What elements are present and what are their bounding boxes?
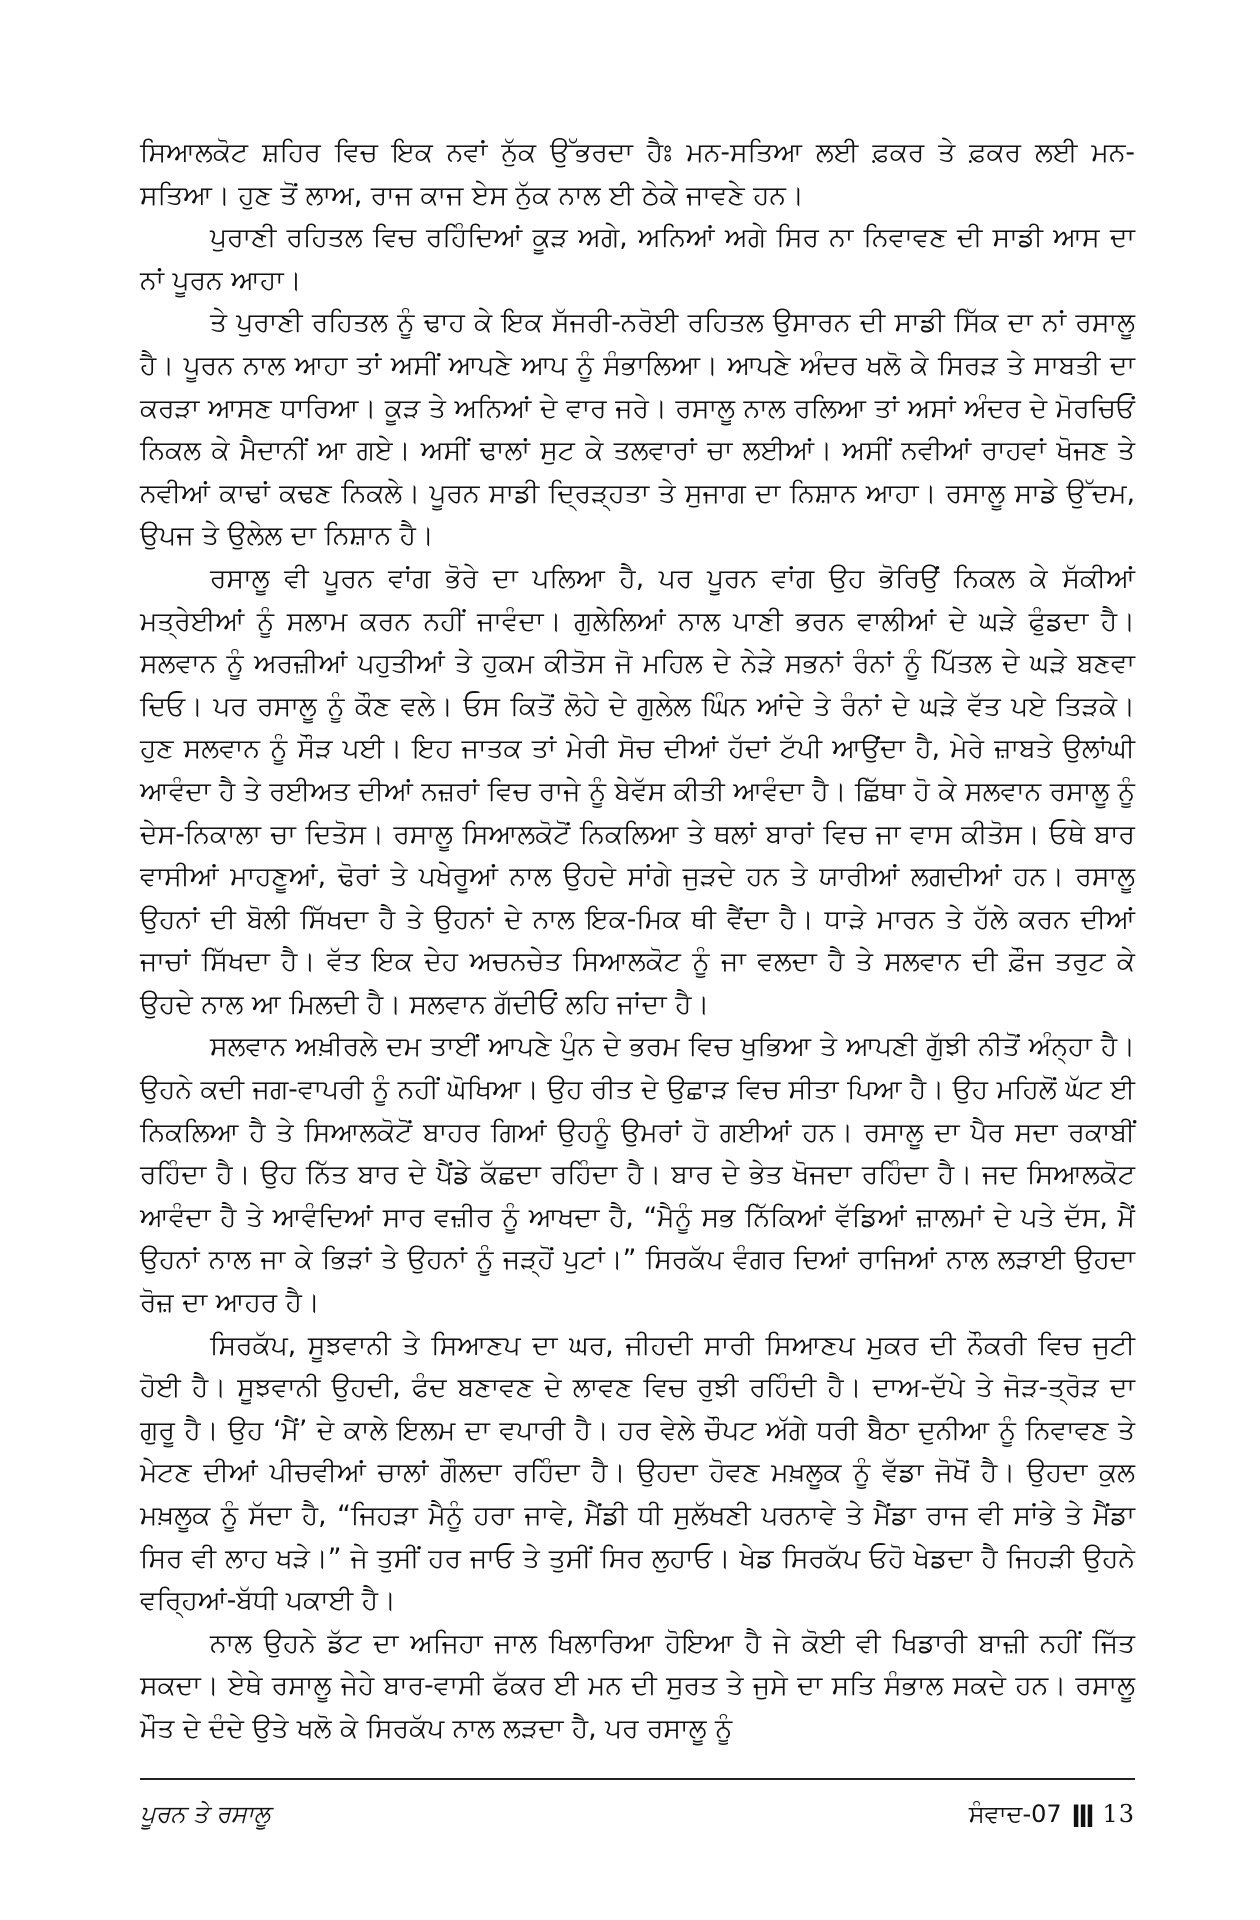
paragraph-2: ਪੁਰਾਣੀ ਰਹਿਤਲ ਵਿਚ ਰਹਿੰਦਿਆਂ ਕੂੜ ਅਗੇ, ਅਨਿਆਂ ਅਗੇ ਸਿਰ ਨਾ ਨਿਵਾਵਣ ਦੀ ਸਾਡੀ ਆਸ ਦਾ ਨਾਂ ਪੂਰਨ ਆਹਾ। (140, 222, 1135, 296)
footer-divider (140, 1778, 1135, 1780)
paragraph-5: ਸਲਵਾਨ ਅਖ਼ੀਰਲੇ ਦਮ ਤਾਈਂ ਆਪਣੇ ਪੁੰਨ ਦੇ ਭਰਮ ਵਿਚ ਖੁਭਿਆ ਤੇ ਆਪਣੀ ਗੁੱਝੀ ਨੀਤੋਂ ਅੰਨ੍ਹਾ ਹੈ। ਉਹਨੇ ਕਦੀ ਜਗ-ਵਾਪਰੀ ਨੂੰ ਨਹੀਂ ਘੋਖਿਆ। ਉਹ ਰੀਤ ਦੇ ਉਛਾੜ ਵਿਚ ਸੀਤਾ ਪਿਆ ਹੈ। ਉਹ ਮਹਿਲੋਂ ਘੱਟ ਈ ਨਿਕਲਿਆ ਹੈ ਤੇ ਸਿਆਲਕੋਟੋਂ ਬਾਹਰ ਗਿਆਂ ਉਹਨੂੰ ਉਮਰਾਂ ਹੋ ਗਈਆਂ ਹਨ। ਰਸਾਲੂ ਦਾ ਪੈਰ ਸਦਾ ਰਕਾਬੀਂ ਰਹਿੰਦਾ ਹੈ। ਉਹ ਨਿੱਤ ਬਾਰ ਦੇ ਪੈਂਡੇ ਕੱਛਦਾ ਰਹਿੰਦਾ ਹੈ। ਬਾਰ ਦੇ ਭੇਤ ਖੋਜਦਾ ਰਹਿੰਦਾ ਹੈ। ਜਦ ਸਿਆਲਕੋਟ ਆਵੰਦਾ ਹੈ ਤੇ ਆਵੰਦਿਆਂ ਸਾਰ ਵਜ਼ੀਰ ਨੂੰ ਆਖਦਾ ਹੈ, “ਮੈਨੂੰ ਸਭ ਨਿੱਕਿਆਂ ਵੱਡਿਆਂ ਜ਼ਾਲਮਾਂ ਦੇ ਪਤੇ ਦੱਸ, ਮੈਂ ਉਹਨਾਂ ਨਾਲ ਜਾ ਕੇ ਭਿੜਾਂ ਤੇ ਉਹਨਾਂ ਨੂੰ ਜੜ੍ਹੋਂ ਪੁਟਾਂ।” ਸਿਰਕੱਪ ਵੰਗਰ ਦਿਆਂ ਰਾਜਿਆਂ ਨਾਲ ਲੜਾਈ ਉਹਦਾ ਰੋਜ਼ ਦਾ ਆਹਰ ਹੈ। (140, 1031, 1135, 1319)
paragraph-7: ਨਾਲ ਉਹਨੇ ਡੱਟ ਦਾ ਅਜਿਹਾ ਜਾਲ ਖਿਲਾਰਿਆ ਹੋਇਆ ਹੈ ਜੇ ਕੋਈ ਵੀ ਖਿਡਾਰੀ ਬਾਜ਼ੀ ਨਹੀਂ ਜਿੱਤ ਸਕਦਾ। ਏਥੇ ਰਸਾਲੂ ਜੇਹੇ ਬਾਰ-ਵਾਸੀ ਫੱਕਰ ਈ ਮਨ ਦੀ ਸੁਰਤ ਤੇ ਜੁਸੇ ਦਾ ਸਤਿ ਸੰਭਾਲ ਸਕਦੇ ਹਨ। ਰਸਾਲੂ ਮੌਤ ਦੇ ਦੰਦੇ ਉਤੇ ਖਲੋ ਕੇ ਸਿਰਕੱਪ ਨਾਲ ਲੜਦਾ ਹੈ, ਪਰ ਰਸਾਲੂ ਨੂੰ (140, 1627, 1135, 1744)
footer-meta (969, 1800, 1135, 1828)
paragraph-6: ਸਿਰਕੱਪ, ਸੂਝਵਾਨੀ ਤੇ ਸਿਆਣਪ ਦਾ ਘਰ, ਜੀਹਦੀ ਸਾਰੀ ਸਿਆਣਪ ਮੁਕਰ ਦੀ ਨੌਕਰੀ ਵਿਚ ਜੁਟੀ ਹੋਈ ਹੈ। ਸੂਝਵਾਨੀ ਉਹਦੀ, ਫੰਦ ਬਣਾਵਣ ਦੇ ਲਾਵਣ ਵਿਚ ਰੁਝੀ ਰਹਿੰਦੀ ਹੈ। ਦਾਅ-ਦੱਪੇ ਤੇ ਜੋੜ-ਤ੍ਰੋੜ ਦਾ ਗੁਰੂ ਹੈ। ਉਹ ‘ਮੈਂ’ ਦੇ ਕਾਲੇ ਇਲਮ ਦਾ ਵਪਾਰੀ ਹੈ। ਹਰ ਵੇਲੇ ਚੌਪਟ ਅੱਗੇ ਧਰੀ ਬੈਠਾ ਦੁਨੀਆ ਨੂੰ ਨਿਵਾਵਣ ਤੇ ਮੇਟਣ ਦੀਆਂ ਪੀਚਵੀਆਂ ਚਾਲਾਂ ਗੌਲਦਾ ਰਹਿੰਦਾ ਹੈ। ਉਹਦਾ ਹੋਵਣ ਮਖ਼ਲੂਕ ਨੂੰ ਵੱਡਾ ਜੋਖੋਂ ਹੈ। ਉਹਦਾ ਕੁਲ ਮਖ਼ਲੂਕ ਨੂੰ ਸੱਦਾ ਹੈ, “ਜਿਹੜਾ ਮੈਨੂੰ ਹਰਾ ਜਾਵੇ, ਮੈਂਡੀ ਧੀ ਸੁਲੱਖਣੀ ਪਰਨਾਵੇ ਤੇ ਮੈਂਡਾ ਰਾਜ ਵੀ ਸਾਂਭੇ ਤੇ ਮੈਂਡਾ ਸਿਰ ਵੀ ਲਾਹ ਖੜੇ।” ਜੇ ਤੁਸੀਂ ਹਰ ਜਾਓ ਤੇ ਤੁਸੀਂ ਸਿਰ ਲੁਹਾਓ। ਖੇਡ ਸਿਰਕੱਪ ਓਹੋ ਖੇਡਦਾ ਹੈ ਜਿਹੜੀ ਉਹਨੇ ਵਰ੍ਹਿਆਂ-ਬੱਧੀ ਪਕਾਈ ਹੈ। (140, 1329, 1135, 1617)
issue-label: ਸੰਵਾਦ-07 (968, 1800, 1062, 1828)
page-footer (140, 1796, 1135, 1836)
body-text (140, 132, 1135, 1751)
running-title: ਪੂਰਨ ਤੇ ਰਸਾਲੂ (140, 1800, 270, 1828)
paragraph-1: ਸਿਆਲਕੋਟ ਸ਼ਹਿਰ ਵਿਚ ਇਕ ਨਵਾਂ ਨੁੱਕ ਉੱਭਰਦਾ ਹੈਃ ਮਨ-ਸਤਿਆ ਲਈ ਫ਼ਕਰ ਤੇ ਫ਼ਕਰ ਲਈ ਮਨ-ਸਤਿਆ। ਹੁਣ ਤੋਂ ਲਾਅ, ਰਾਜ ਕਾਜ ਏਸ ਨੁੱਕ ਨਾਲ ਈ ਠੇਕੇ ਜਾਵਣੇ ਹਨ। (140, 137, 1135, 211)
paragraph-3: ਤੇ ਪੁਰਾਣੀ ਰਹਿਤਲ ਨੂੰ ਢਾਹ ਕੇ ਇਕ ਸੱਜਰੀ-ਨਰੋਈ ਰਹਿਤਲ ਉਸਾਰਨ ਦੀ ਸਾਡੀ ਸਿੱਕ ਦਾ ਨਾਂ ਰਸਾਲੂ ਹੈ। ਪੂਰਨ ਨਾਲ ਆਹਾ ਤਾਂ ਅਸੀਂ ਆਪਣੇ ਆਪ ਨੂੰ ਸੰਭਾਲਿਆ। ਆਪਣੇ ਅੰਦਰ ਖਲੋ ਕੇ ਸਿਰੜ ਤੇ ਸਾਬਤੀ ਦਾ ਕਰੜਾ ਆਸਣ ਧਾਰਿਆ। ਕੂੜ ਤੇ ਅਨਿਆਂ ਦੇ ਵਾਰ ਜਰੇ। ਰਸਾਲੂ ਨਾਲ ਰਲਿਆ ਤਾਂ ਅਸਾਂ ਅੰਦਰ ਦੇ ਮੋਰਚਿਓਂ ਨਿਕਲ ਕੇ ਮੈਦਾਨੀਂ ਆ ਗਏ। ਅਸੀਂ ਢਾਲਾਂ ਸੁਟ ਕੇ ਤਲਵਾਰਾਂ ਚਾ ਲਈਆਂ। ਅਸੀਂ ਨਵੀਆਂ ਰਾਹਵਾਂ ਖੋਜਣ ਤੇ ਨਵੀਆਂ ਕਾਢਾਂ ਕਢਣ ਨਿਕਲੇ। ਪੂਰਨ ਸਾਡੀ ਦ੍ਰਿੜ੍ਹਤਾ ਤੇ ਸੁਜਾਗ ਦਾ ਨਿਸ਼ਾਨ ਆਹਾ। ਰਸਾਲੂ ਸਾਡੇ ਉੱਦਮ, ਉਪਜ ਤੇ ਉਲੇਲ ਦਾ ਨਿਸ਼ਾਨ ਹੈ। (140, 307, 1135, 552)
page-number: 13 (1102, 1800, 1135, 1828)
bars-icon: ǀǀǀ (1071, 1800, 1093, 1828)
paragraph-4: ਰਸਾਲੂ ਵੀ ਪੂਰਨ ਵਾਂਗ ਭੋਰੇ ਦਾ ਪਲਿਆ ਹੈ, ਪਰ ਪੂਰਨ ਵਾਂਗ ਉਹ ਭੋਰਿਉਂ ਨਿਕਲ ਕੇ ਸੱਕੀਆਂ ਮਤ੍ਰੇਈਆਂ ਨੂੰ ਸਲਾਮ ਕਰਨ ਨਹੀਂ ਜਾਵੰਦਾ। ਗੁਲੇਲਿਆਂ ਨਾਲ ਪਾਣੀ ਭਰਨ ਵਾਲੀਆਂ ਦੇ ਘੜੇ ਫੁੰਡਦਾ ਹੈ। ਸਲਵਾਨ ਨੂੰ ਅਰਜ਼ੀਆਂ ਪਹੁਤੀਆਂ ਤੇ ਹੁਕਮ ਕੀਤੋਸ ਜੋ ਮਹਿਲ ਦੇ ਨੇੜੇ ਸਭਨਾਂ ਰੰਨਾਂ ਨੂੰ ਪਿੱਤਲ ਦੇ ਘੜੇ ਬਣਵਾ ਦਿਓ। ਪਰ ਰਸਾਲੂ ਨੂੰ ਕੌਣ ਵਲੇ। ਓਸ ਕਿਤੋਂ ਲੋਹੇ ਦੇ ਗੁਲੇਲ ਘਿੰਨ ਆਂਦੇ ਤੇ ਰੰਨਾਂ ਦੇ ਘੜੇ ਵੱਤ ਪਏ ਤਿੜਕੇ। ਹੁਣ ਸਲਵਾਨ ਨੂੰ ਸੌੜ ਪਈ। ਇਹ ਜਾਤਕ ਤਾਂ ਮੇਰੀ ਸੋਚ ਦੀਆਂ ਹੱਦਾਂ ਟੱਪੀ ਆਉਂਦਾ ਹੈ, ਮੇਰੇ ਜ਼ਾਬਤੇ ਉਲਾਂਘੀ ਆਵੰਦਾ ਹੈ ਤੇ ਰਈਅਤ ਦੀਆਂ ਨਜ਼ਰਾਂ ਵਿਚ ਰਾਜੇ ਨੂੰ ਬੇਵੱਸ ਕੀਤੀ ਆਵੰਦਾ ਹੈ। ਛਿੱਥਾ ਹੋ ਕੇ ਸਲਵਾਨ ਰਸਾਲੂ ਨੂੰ ਦੇਸ-ਨਿਕਾਲਾ ਚਾ ਦਿਤੋਸ। ਰਸਾਲੂ ਸਿਆਲਕੋਟੋਂ ਨਿਕਲਿਆ ਤੇ ਥਲਾਂ ਬਾਰਾਂ ਵਿਚ ਜਾ ਵਾਸ ਕੀਤੋਸ। ਓਥੇ ਬਾਰ ਵਾਸੀਆਂ ਮਾਹਣੂਆਂ, ਢੋਰਾਂ ਤੇ ਪਖੇਰੂਆਂ ਨਾਲ ਉਹਦੇ ਸਾਂਗੇ ਜੁੜਦੇ ਹਨ ਤੇ ਯਾਰੀਆਂ ਲਗਦੀਆਂ ਹਨ। ਰਸਾਲੂ ਉਹਨਾਂ ਦੀ ਬੋਲੀ ਸਿੱਖਦਾ ਹੈ ਤੇ ਉਹਨਾਂ ਦੇ ਨਾਲ ਇਕ-ਮਿਕ ਥੀ ਵੈਂਦਾ ਹੈ। ਧਾੜੇ ਮਾਰਨ ਤੇ ਹੱਲੇ ਕਰਨ ਦੀਆਂ ਜਾਚਾਂ ਸਿੱਖਦਾ ਹੈ। ਵੱਤ ਇਕ ਦੇਹ ਅਚਨਚੇਤ ਸਿਆਲਕੋਟ ਨੂੰ ਜਾ ਵਲਦਾ ਹੈ ਤੇ ਸਲਵਾਨ ਦੀ ਫ਼ੌਜ ਤਰੁਟ ਕੇ ਉਹਦੇ ਨਾਲ ਆ ਮਿਲਦੀ ਹੈ। ਸਲਵਾਨ ਗੱਦੀਓਂ ਲਹਿ ਜਾਂਦਾ ਹੈ। (140, 562, 1135, 1020)
